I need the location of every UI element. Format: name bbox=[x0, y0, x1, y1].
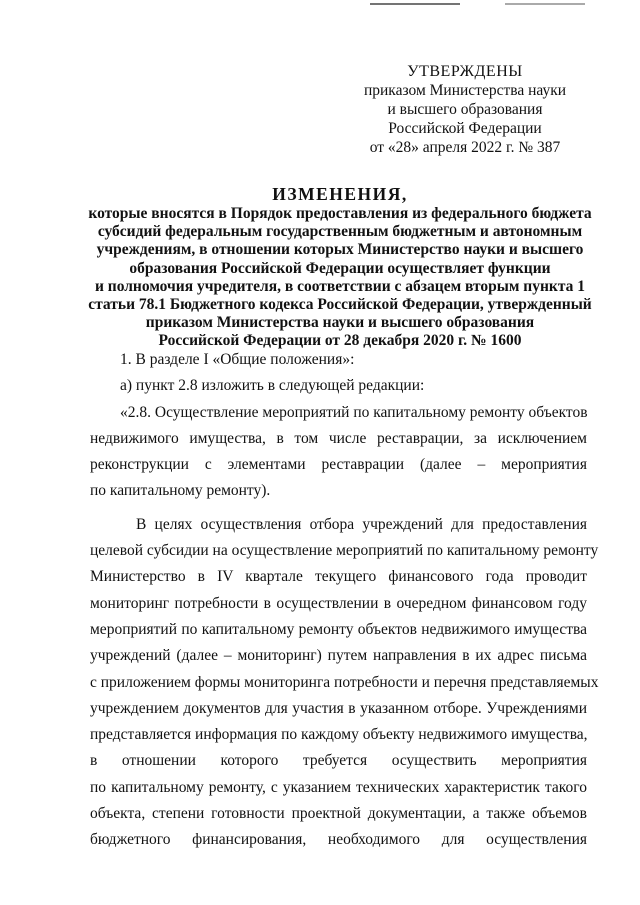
heading-line: субсидий федеральным государственным бюджетным и автономным bbox=[97, 223, 583, 241]
document-body bbox=[90, 347, 599, 854]
heading-line: приказом Министерства науки и высшего образования bbox=[145, 314, 535, 332]
approval-line: от «28» апреля 2022 г. № 387 bbox=[369, 139, 561, 156]
heading-line: учреждениям, в отношении которых Министерство науки и высшего bbox=[96, 241, 584, 259]
paragraph-line: представляется информация по каждому объекту недвижимого имущества, bbox=[90, 726, 588, 744]
paragraph-line: учреждений (далее – мониторинг) путем направления в их адрес письма bbox=[90, 647, 587, 665]
paragraph-line: бюджетного финансирования, необходимого для осуществления bbox=[90, 831, 587, 849]
approval-line: и высшего образования bbox=[387, 101, 543, 118]
paragraph-line: в отношении которого требуется осуществить мероприятия bbox=[90, 752, 587, 770]
heading-line: Российской Федерации от 28 декабря 2020 г. № 1600 bbox=[158, 332, 522, 350]
paragraph-line: «2.8. Осуществление мероприятий по капитальному ремонту объектов bbox=[120, 403, 588, 421]
list-item-a: а) пункт 2.8 изложить в следующей редакции: bbox=[120, 377, 425, 395]
approval-heading: УТВЕРЖДЕНЫ bbox=[407, 63, 523, 80]
paragraph-line: реконструкции с элементами реставрации (далее – мероприятия bbox=[90, 456, 587, 474]
paragraph-line: целевой субсидии на осуществление мероприятий по капитальному ремонту bbox=[90, 542, 599, 560]
paragraph-line: Министерство в IV квартале текущего финансового года проводит bbox=[90, 568, 587, 586]
approval-line: приказом Министерства науки bbox=[363, 82, 567, 99]
document-title: ИЗМЕНЕНИЯ, bbox=[272, 184, 408, 204]
paragraph-line: объекта, степени готовности проектной документации, а также объемов bbox=[90, 805, 587, 823]
heading-line: образования Российской Федерации осуществляет функции bbox=[129, 259, 551, 277]
approval-stamp-block bbox=[330, 62, 600, 157]
paragraph-line: В целях осуществления отбора учреждений для предоставления bbox=[136, 515, 587, 533]
heading-line: статьи 78.1 Бюджетного кодекса Российской Федерации, утвержденный bbox=[88, 296, 592, 314]
scan-artifact-mark bbox=[505, 3, 585, 5]
paragraph-line: учреждением документов для участия в указанном отборе. Учреждениями bbox=[90, 699, 587, 717]
paragraph-line: по капитальному ремонту). bbox=[90, 482, 271, 500]
paragraph-line: по капитальному ремонту, с указанием технических характеристик такого bbox=[90, 778, 587, 796]
section-heading: 1. В разделе I «Общие положения»: bbox=[120, 351, 355, 368]
paragraph-line: с приложением формы мониторинга потребности и перечня представляемых bbox=[90, 673, 599, 691]
paragraph-line: мероприятий по капитальному ремонту объектов недвижимого имущества bbox=[90, 620, 587, 638]
heading-line: и полномочия учредителя, в соответствии с абзацем вторым пункта 1 bbox=[94, 277, 586, 295]
paragraph-line: мониторинг потребности в осуществлении в очередном финансовом году bbox=[90, 594, 587, 612]
approval-line: Российской Федерации bbox=[388, 120, 542, 137]
paragraph-line: недвижимого имущества, в том числе реставрации, за исключением bbox=[90, 429, 587, 447]
document-heading bbox=[60, 183, 620, 351]
scan-artifact-mark bbox=[370, 3, 460, 5]
heading-line: которые вносятся в Порядок предоставления из федерального бюджета bbox=[88, 205, 592, 222]
